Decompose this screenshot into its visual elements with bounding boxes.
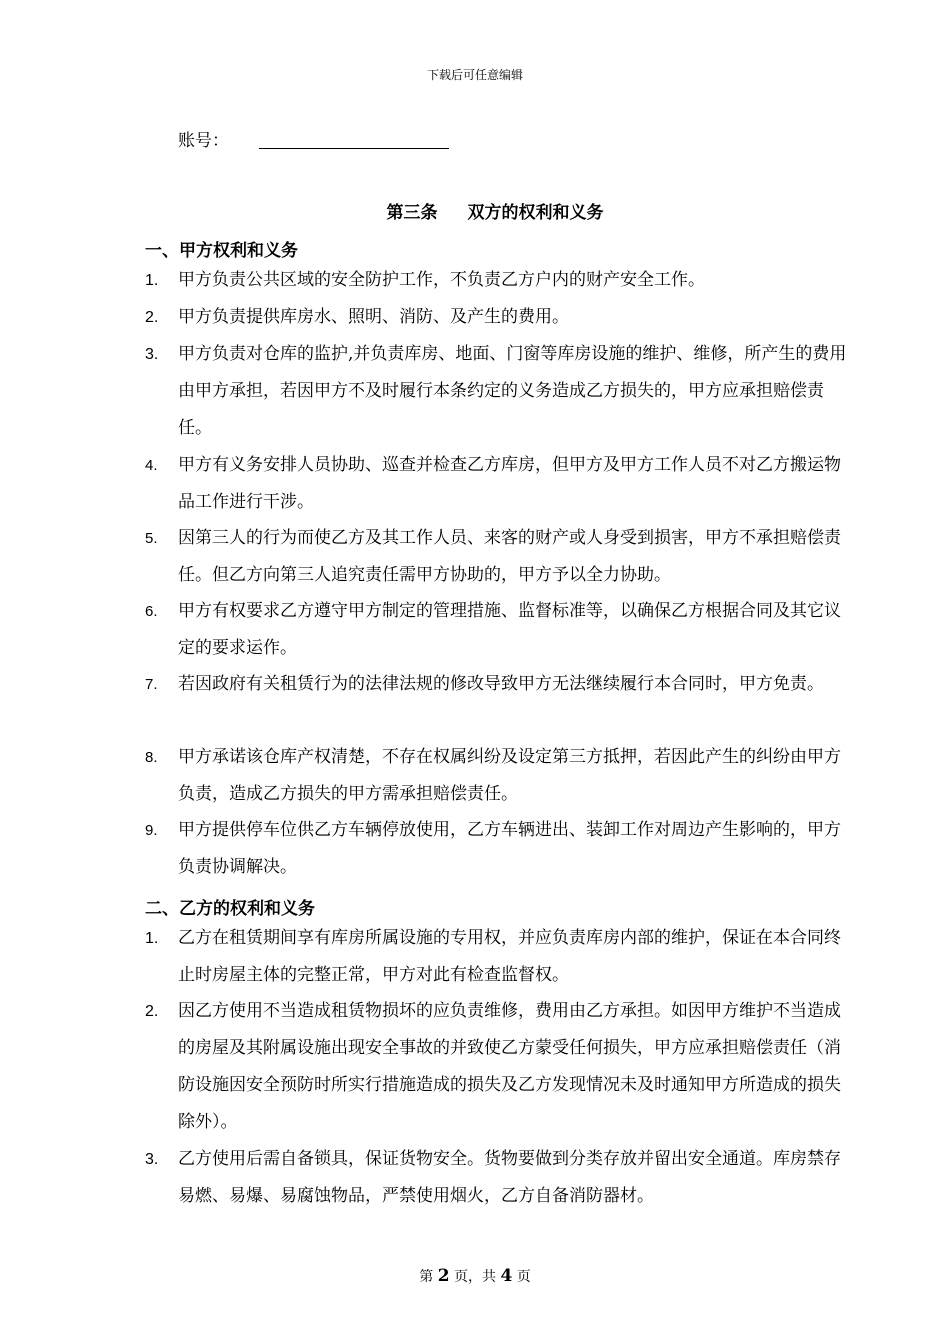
item-number: 3. [145, 346, 159, 363]
footer-suffix: 页 [516, 1269, 531, 1285]
footer-prefix: 第 [419, 1269, 434, 1285]
item-text: 甲方承诺该仓库产权清楚，不存在权属纠纷及设定第三方抵押，若因此产生的纠纷由甲方负责，造成乙方损失的甲方需承担赔偿责任。 [178, 747, 841, 804]
item-text: 甲方负责提供库房水、照明、消防、及产生的费用。 [178, 307, 569, 327]
item-text: 甲方提供停车位供乙方车辆停放使用，乙方车辆进出、装卸工作对周边产生影响的，甲方负责协调解决。 [178, 820, 841, 877]
item-text: 甲方负责对仓库的监护,并负责库房、地面、门窗等库房设施的维护、维修，所产生的费用由甲方承担，若因甲方不及时履行本条约定的义务造成乙方损失的，甲方应承担赔偿责任。 [178, 344, 847, 438]
item-text: 甲方有权要求乙方遵守甲方制定的管理措施、监督标准等，以确保乙方根据合同及其它议定的要求运作。 [178, 601, 841, 658]
item-text: 乙方在租赁期间享有库房所属设施的专用权，并应负责库房内部的维护，保证在本合同终止时房屋主体的完整正常，甲方对此有检查监督权。 [178, 928, 841, 985]
footer-page-number: 2 [437, 1266, 450, 1286]
item-number: 7. [145, 676, 158, 693]
item-number: 6. [145, 603, 158, 620]
list-item [145, 993, 855, 1141]
article-number: 第三条 [386, 203, 438, 223]
footer-middle: 页，共 [454, 1269, 496, 1285]
list-item [145, 336, 855, 447]
item-number: 2. [145, 309, 159, 326]
section-heading-party-b: 二、乙方的权利和义务 [145, 899, 315, 919]
account-line [178, 126, 449, 151]
list-item [145, 447, 855, 521]
page-footer [0, 1266, 950, 1286]
list-item [145, 593, 855, 667]
item-number: 4. [145, 457, 158, 474]
item-number: 1. [145, 930, 159, 947]
page-header: 下载后可任意编辑 [426, 68, 523, 82]
item-number: 3. [145, 1151, 159, 1168]
list-item [145, 299, 855, 336]
item-number: 9. [145, 822, 158, 839]
article-title [0, 198, 950, 223]
list-item [145, 520, 855, 594]
list-item [145, 920, 855, 994]
item-text: 因乙方使用不当造成租赁物损坏的应负责维修，费用由乙方承担。如因甲方维护不当造成的房屋及其附属设施出现安全事故的并致使乙方蒙受任何损失，甲方应承担赔偿责任（消防设施因安全预防时所实行措施造成的损失及乙方发现情况未及时通知甲方所造成的损失除外）。 [178, 1001, 841, 1132]
item-text: 因第三人的行为而使乙方及其工作人员、来客的财产或人身受到损害，甲方不承担赔偿责任。但乙方向第三人追究责任需甲方协助的，甲方予以全力协助。 [178, 528, 841, 585]
account-label: 账号： [178, 131, 229, 151]
footer-total-pages: 4 [500, 1266, 513, 1286]
item-text: 若因政府有关租赁行为的法律法规的修改导致甲方无法继续履行本合同时，甲方免责。 [178, 674, 824, 694]
item-text: 甲方负责公共区域的安全防护工作，不负责乙方户内的财产安全工作。 [178, 270, 705, 290]
section-heading-party-a: 一、甲方权利和义务 [145, 241, 298, 261]
account-blank [259, 128, 449, 149]
list-item [145, 666, 855, 703]
item-text: 甲方有义务安排人员协助、巡查并检查乙方库房，但甲方及甲方工作人员不对乙方搬运物品工作进行干涉。 [178, 455, 841, 512]
list-item [145, 262, 855, 299]
item-number: 1. [145, 272, 159, 289]
item-number: 5. [145, 530, 158, 547]
article-heading: 双方的权利和义务 [467, 203, 604, 223]
item-number: 8. [145, 749, 158, 766]
list-item [145, 739, 855, 813]
list-item [145, 1141, 855, 1215]
list-item [145, 812, 855, 886]
item-number: 2. [145, 1003, 159, 1020]
item-text: 乙方使用后需自备锁具，保证货物安全。货物要做到分类存放并留出安全通道。库房禁存易燃、易爆、易腐蚀物品，严禁使用烟火，乙方自备消防器材。 [178, 1149, 841, 1206]
